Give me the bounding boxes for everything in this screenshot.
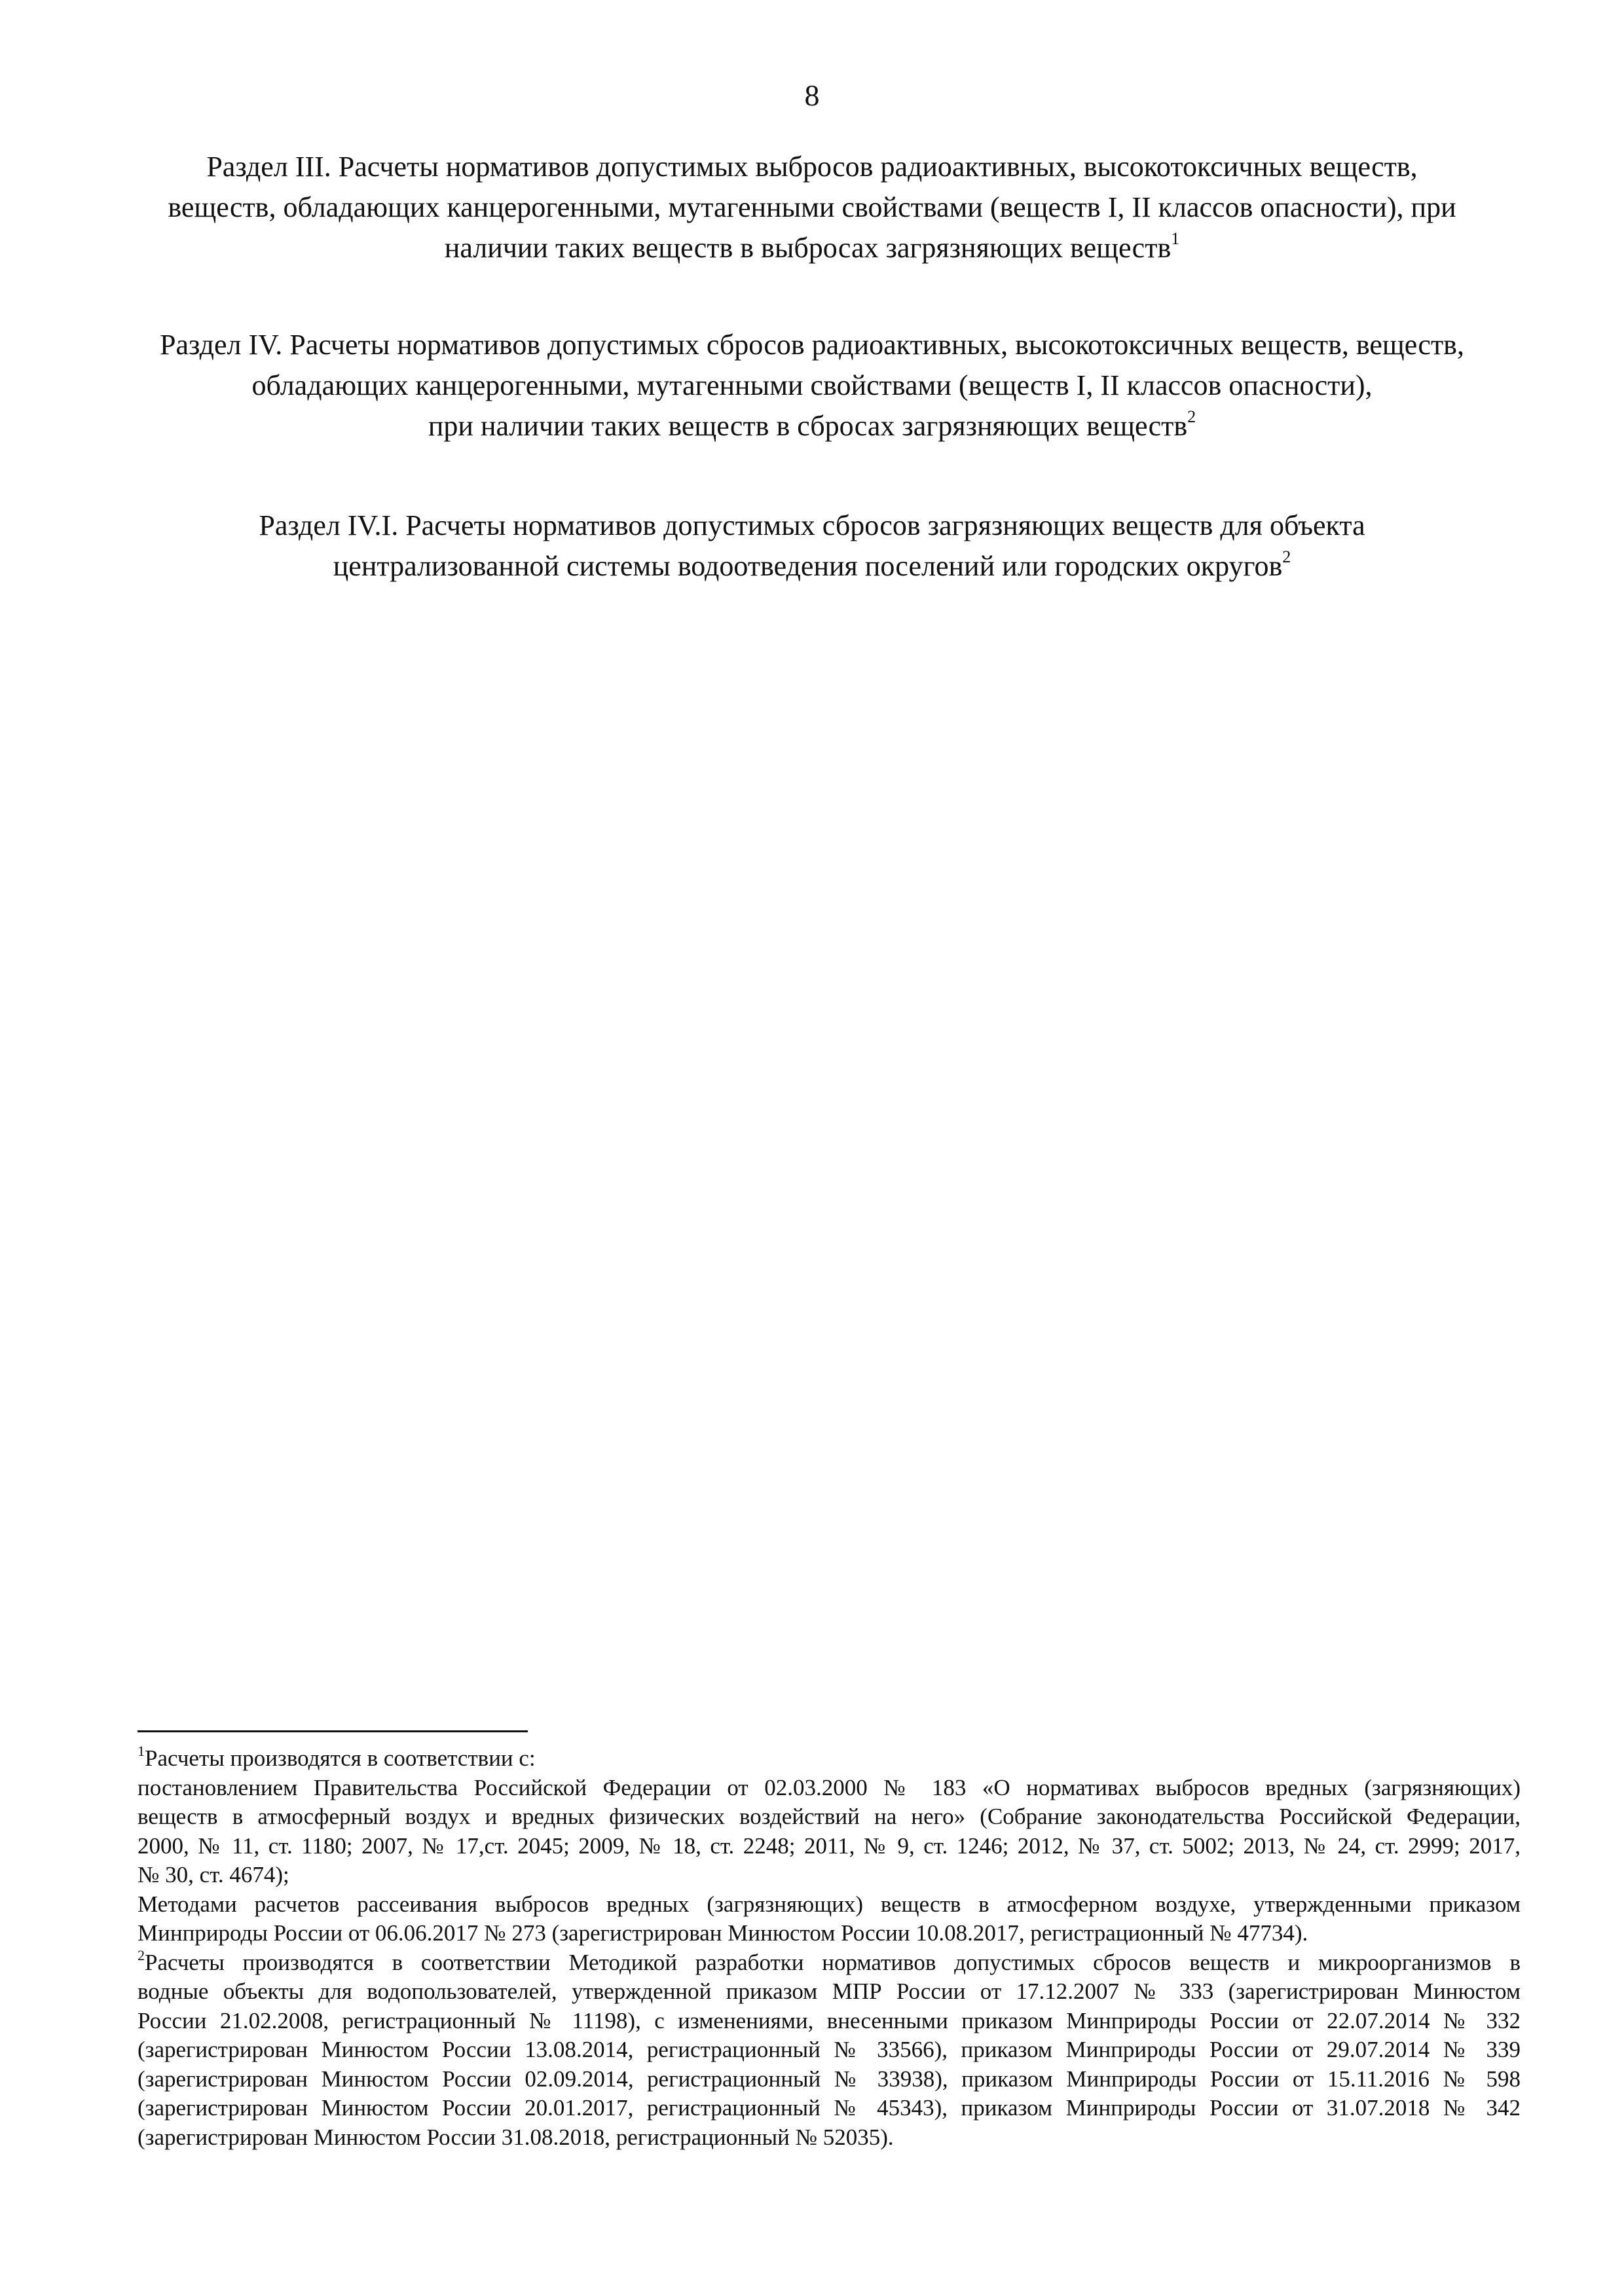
section-heading-line: Раздел IV.I. Расчеты нормативов допустимых сбросов загрязняющих веществ для объекта [259,509,1365,541]
footnote-text: Расчеты производятся в соответствии с: [145,1745,536,1771]
section-heading-text: при наличии таких веществ в сбросах загрязняющих веществ [428,410,1188,442]
section-heading-4 [131,325,1493,446]
footnote-1-line: Методами расчетов рассеивания выбросов вредных (загрязняющих) веществ в атмосферном воздухе, утвержденными приказом [138,1891,1521,1917]
section-heading-line: обладающих канцерогенными, мутагенными свойствами (веществ I, II классов опасности), [251,369,1373,401]
page-number: 8 [804,79,820,112]
footnote-1-line [138,1744,1521,1774]
footnote-text: Расчеты производятся в соответствии Методикой разработки нормативов допустимых сбросов веществ и микроорганизмов в [145,1949,1521,1975]
footnote-2-line: водные объекты для водопользователей, утвержденной приказом МПР России от 17.12.2007 № 333 (зарегистрирован Минюстом [138,1978,1521,2004]
footnote-marker: 2 [138,1946,145,1963]
footnote-2-line: (зарегистрирован Минюстом России 13.08.2014, регистрационный № 33566), приказом Минприроды России от 29.07.2014 № 339 [138,2037,1521,2062]
footnote-reference[interactable]: 2 [1282,547,1291,567]
footnote-reference[interactable]: 1 [1171,229,1180,249]
footnote-separator [138,1730,528,1732]
footnote-marker: 1 [138,1743,145,1760]
section-heading-line [131,406,1493,446]
section-heading-text: централизованной системы водоотведения поселений или городских округов [333,550,1283,582]
section-heading-text: наличии таких веществ в выбросах загрязняющих веществ [444,232,1172,264]
section-heading-line: веществ, обладающих канцерогенными, мутагенными свойствами (веществ I, II классов опасности), при [168,191,1456,223]
footnote-2-line: (зарегистрирован Минюстом России 31.08.2018, регистрационный № 52035). [138,2124,894,2150]
section-heading-line: Раздел III. Расчеты нормативов допустимых выбросов радиоактивных, высокотоксичных веществ, [206,151,1418,183]
footnote-reference[interactable]: 2 [1187,407,1196,427]
section-heading-line [131,546,1493,587]
footnote-2-line: России 21.02.2008, регистрационный № 11198), с изменениями, внесенными приказом Минприроды России от 22.07.2014 № 332 [138,2007,1521,2033]
section-heading-3 [131,147,1493,268]
footnote-1-line: Минприроды России от 06.06.2017 № 273 (зарегистрирован Минюстом России 10.08.2017, регистрационный № 47734). [138,1920,1308,1946]
section-heading-4-1 [131,505,1493,587]
footnote-1-line: № 30, ст. 4674); [138,1862,289,1887]
footnote-1-line: веществ в атмосферный воздух и вредных физических воздействий на него» (Собрание законодательства Российской Федерации, [138,1804,1521,1829]
footnote-2-line: (зарегистрирован Минюстом России 20.01.2017, регистрационный № 45343), приказом Минприроды России от 31.07.2018 № 342 [138,2095,1521,2121]
footnote-2-line [138,1948,1521,1978]
section-heading-line [131,228,1493,268]
footnote-1-line: постановлением Правительства Российской Федерации от 02.03.2000 № 183 «О нормативах выбросов вредных (загрязняющих) [138,1774,1521,1800]
footnote-2-line: (зарегистрирован Минюстом России 02.09.2014, регистрационный № 33938), приказом Минприроды России от 15.11.2016 № 598 [138,2066,1521,2092]
footnote-1-line: 2000, № 11, ст. 1180; 2007, № 17,ст. 2045; 2009, № 18, ст. 2248; 2011, № 9, ст. 1246; 2012, № 37, ст. 5002; 2013, № 24, ст. 2999; 2017, [138,1832,1521,1859]
footnotes [138,1744,1521,2152]
section-heading-line: Раздел IV. Расчеты нормативов допустимых сбросов радиоактивных, высокотоксичных веществ, веществ, [160,329,1464,361]
